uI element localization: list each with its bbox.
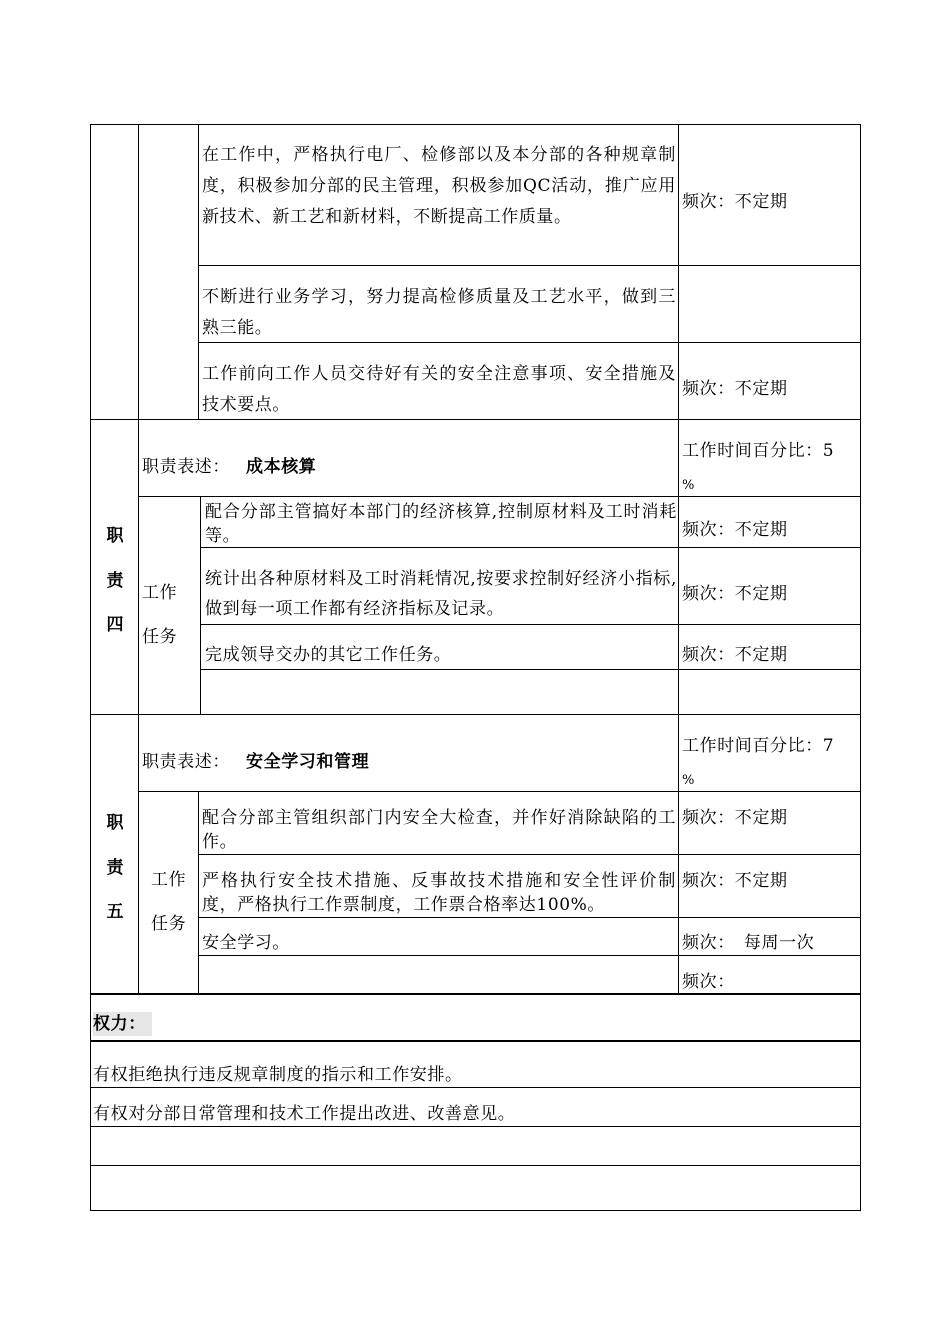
row-divider — [138, 791, 861, 792]
task-frequency: 频次：不定期 — [682, 379, 788, 399]
duty4-description-title: 成本核算 — [246, 457, 317, 477]
duty4-task-text: 配合分部主管搞好本部门的经济核算,控制原材料及工时消耗等。 — [205, 502, 677, 546]
duty5-task-frequency: 频次：不定期 — [682, 871, 788, 891]
duty4-task-frequency: 频次：不定期 — [682, 520, 788, 540]
duty5-description-title: 安全学习和管理 — [246, 752, 370, 772]
duty5-task-frequency: 频次： — [682, 972, 735, 992]
duty5-task-label: 任务 — [151, 914, 187, 934]
row-divider — [90, 1165, 861, 1166]
duty4-label-char: 四 — [106, 615, 124, 635]
task-frequency: 频次：不定期 — [682, 192, 788, 212]
duty5-description-label: 职责表述： — [142, 752, 230, 772]
duty4-task-text: 完成领导交办的其它工作任务。 — [205, 645, 452, 665]
column-divider — [198, 791, 199, 994]
row-divider — [138, 496, 861, 497]
duty4-label-char: 职 — [106, 526, 124, 546]
column-divider — [198, 124, 199, 420]
table-top-border — [90, 124, 861, 125]
task-text: 不断进行业务学习，努力提高检修质量及工艺水平，做到三熟三能。 — [202, 287, 676, 338]
duty5-percent: 工作时间百分比：7 — [682, 736, 835, 756]
duty4-task-frequency: 频次：不定期 — [682, 584, 788, 604]
authority-title: 权力： — [93, 1012, 152, 1036]
section-divider — [90, 993, 861, 995]
duty4-percent-sign: % — [682, 478, 695, 493]
table-bottom-border — [90, 1210, 861, 1211]
table-left-border — [90, 124, 91, 1211]
duty4-task-label: 任务 — [142, 627, 178, 647]
duty4-task-text: 统计出各种原材料及工时消耗情况,按要求控制好经济小指标,做到每一项工作都有经济指标及记录。 — [205, 569, 677, 619]
duty5-task-text: 安全学习。 — [202, 933, 290, 953]
duty5-task-frequency: 频次： 每周一次 — [682, 933, 815, 953]
task-text: 在工作中，严格执行电厂、检修部以及本分部的各种规章制度，积极参加分部的民主管理，积极参加QC活动，推广应用新技术、新工艺和新材料，不断提高工作质量。 — [202, 145, 676, 227]
row-divider — [200, 624, 861, 625]
column-divider — [200, 496, 201, 715]
authority-title-divider — [90, 1040, 861, 1042]
duty5-task-text: 严格执行安全技术措施、反事故技术措施和安全性评价制度，严格执行工作票制度，工作票合格率达100%。 — [202, 871, 676, 915]
duty4-task-frequency: 频次：不定期 — [682, 645, 788, 665]
authority-item: 有权对分部日常管理和技术工作提出改进、改善意见。 — [93, 1104, 516, 1124]
column-divider — [138, 124, 139, 994]
duty5-label-char: 责 — [106, 858, 124, 878]
duty5-label-char: 职 — [106, 813, 124, 833]
authority-item: 有权拒绝执行违反规章制度的指示和工作安排。 — [93, 1065, 463, 1085]
duty4-description-label: 职责表述： — [142, 457, 230, 477]
duty5-percent-sign: % — [682, 773, 695, 788]
duty4-task-label: 工作 — [142, 583, 178, 603]
row-divider — [198, 854, 861, 855]
duty5-task-frequency: 频次：不定期 — [682, 808, 788, 828]
duty4-label-char: 责 — [106, 571, 124, 591]
row-divider — [198, 917, 861, 918]
duty5-label-char: 五 — [106, 902, 124, 922]
section-divider — [90, 714, 861, 715]
duty4-percent: 工作时间百分比：5 — [682, 441, 835, 461]
row-divider — [198, 265, 861, 266]
task-text: 工作前向工作人员交待好有关的安全注意事项、安全措施及技术要点。 — [202, 364, 676, 415]
column-divider — [678, 124, 679, 994]
duty5-task-text: 配合分部主管组织部门内安全大检查，并作好消除缺陷的工作。 — [202, 808, 676, 852]
duty5-task-label: 工作 — [151, 870, 187, 890]
table-right-border — [860, 124, 861, 1211]
